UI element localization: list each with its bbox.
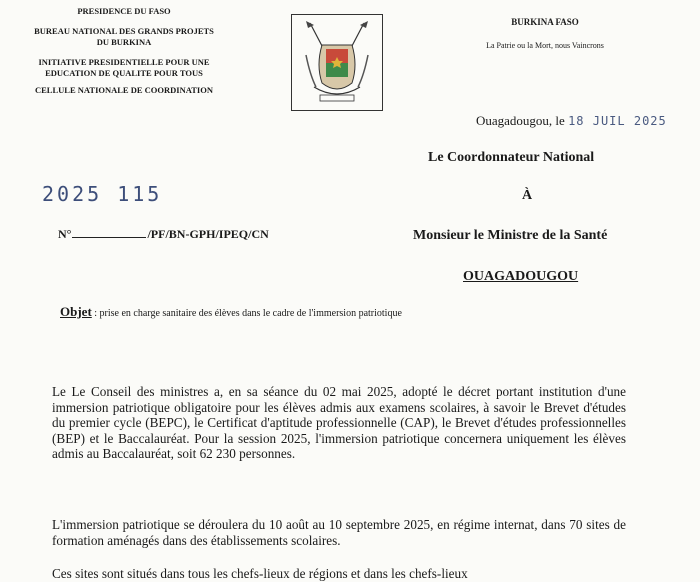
place-and-date	[476, 113, 667, 129]
date-stamp: 18 JUIL 2025	[568, 114, 667, 128]
object-label: Objet	[60, 304, 92, 319]
reference-blank	[72, 237, 146, 238]
issuer-line-2: BUREAU NATIONAL DES GRANDS PROJETS	[34, 26, 214, 36]
issuer-line-4: INITIATIVE PRESIDENTIELLE POUR UNE	[38, 57, 210, 67]
to-word: À	[522, 188, 533, 203]
object-line	[60, 305, 420, 320]
issuer-line-5: EDUCATION DE QUALITE POUR TOUS	[45, 68, 203, 78]
reference-number-stamp: 2025 115	[42, 182, 163, 206]
object-text: : prise en charge sanitaire des élèves dans le cadre de l'immersion patriotique	[91, 308, 402, 319]
country-name: BURKINA FASO	[511, 17, 579, 27]
national-motto: La Patrie ou la Mort, nous Vaincrons	[486, 41, 604, 50]
body-paragraph-3: Ces sites sont situés dans tous les chefs-lieux de régions et dans les chefs-lieux	[52, 566, 468, 581]
coat-of-arms-emblem	[291, 14, 383, 111]
body-paragraph-1: Le Le Conseil des ministres a, en sa séance du 02 mai 2025, adopté le décret portant institution d'une immersion patriotique obligatoire pour les élèves admis aux examens scolaires, à savoir le Brevet d'études du premier cycle (BEPC), le Certificat d'aptitude professionnelle (CAP), le Brevet d'études professionnelles (BEP) et le Baccalauréat. Pour la session 2025, l'immersion patriotique concernera uniquement les élèves admis au Baccalauréat, soit 62 230 personnes.	[52, 384, 626, 462]
reference-suffix: /PF/BN-GPH/IPEQ/CN	[147, 227, 269, 241]
recipient-city: OUAGADOUGOU	[463, 269, 579, 284]
country-header	[470, 17, 620, 50]
reference-line	[58, 227, 269, 242]
issuer-header	[0, 6, 248, 96]
emblem-drawing	[292, 15, 382, 110]
body-paragraph-2: L'immersion patriotique se déroulera du 10 août au 10 septembre 2025, en régime internat, dans 70 sites de formation aménagés dans des établissements scolaires.	[52, 517, 626, 548]
issuer-line-1: PRESIDENCE DU FASO	[77, 6, 171, 16]
sender-title: Le Coordonnateur National	[428, 150, 595, 165]
issuer-line-3: DU BURKINA	[96, 37, 152, 47]
recipient-title: Monsieur le Ministre de la Santé	[413, 228, 608, 243]
place-label: Ouagadougou, le	[476, 113, 565, 128]
issuer-line-6: CELLULE NATIONALE DE COORDINATION	[35, 85, 213, 95]
reference-prefix: N°	[58, 227, 72, 241]
